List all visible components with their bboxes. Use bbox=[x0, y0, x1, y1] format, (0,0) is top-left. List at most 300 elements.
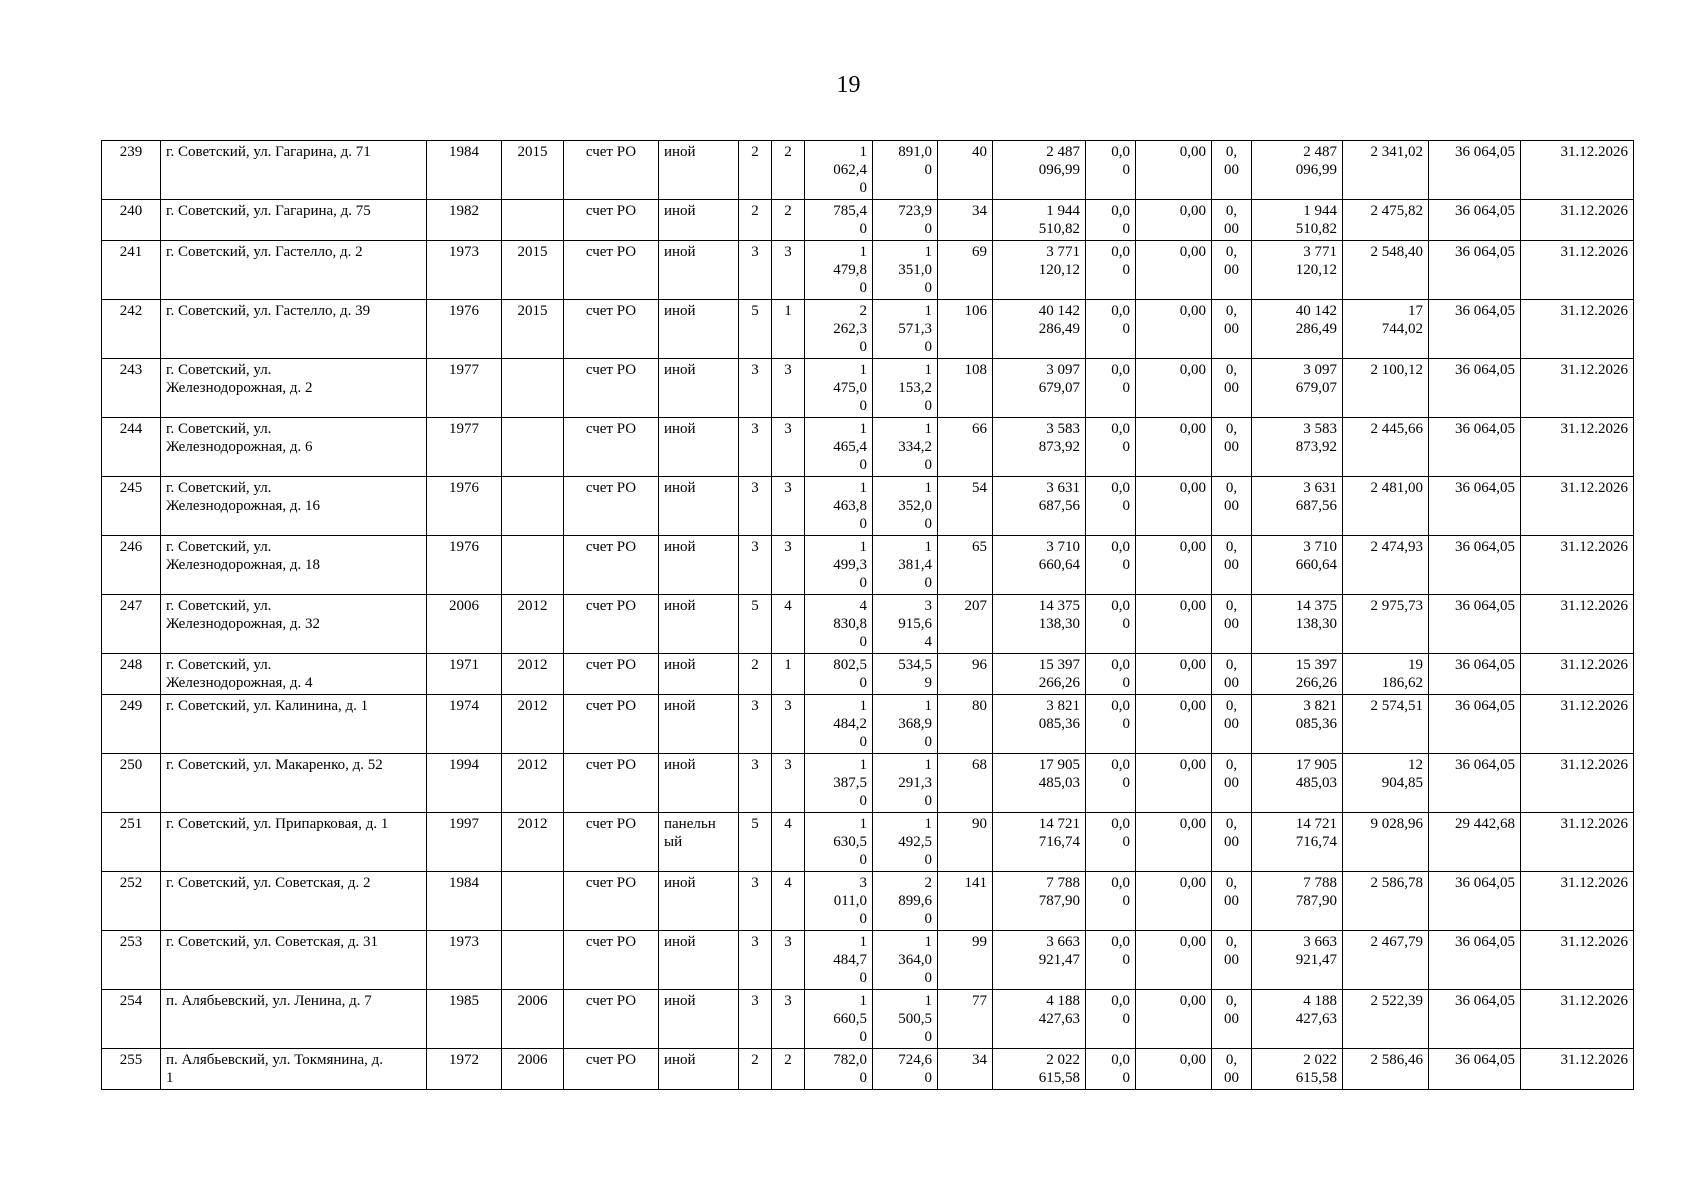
cell-total-cost: 1 944 510,82 bbox=[993, 200, 1086, 241]
cell-cost-budget: 0,0 0 bbox=[1086, 813, 1136, 872]
cell-cost-region: 0,00 bbox=[1136, 536, 1212, 595]
cell-fund-method: счет РО bbox=[564, 654, 659, 695]
cell-residents: 141 bbox=[938, 872, 993, 931]
cell-wall-material: иной bbox=[659, 300, 739, 359]
cell-floors-max: 3 bbox=[739, 359, 772, 418]
cell-fund-method: счет РО bbox=[564, 200, 659, 241]
cell-floors-min: 3 bbox=[772, 931, 805, 990]
cell-row-number: 245 bbox=[102, 477, 161, 536]
cell-cost-budget: 0,0 0 bbox=[1086, 654, 1136, 695]
cell-cost-region: 0,00 bbox=[1136, 654, 1212, 695]
cell-cost-budget: 0,0 0 bbox=[1086, 536, 1136, 595]
cell-total-cost: 15 397 266,26 bbox=[993, 654, 1086, 695]
cell-year-built: 1974 bbox=[427, 695, 502, 754]
cell-total-area: 1 387,5 0 bbox=[805, 754, 873, 813]
cell-total-cost: 3 821 085,36 bbox=[993, 695, 1086, 754]
cell-plan-date: 31.12.2026 bbox=[1521, 536, 1634, 595]
cell-cost-region: 0,00 bbox=[1136, 359, 1212, 418]
cell-total-cost: 3 710 660,64 bbox=[993, 536, 1086, 595]
cell-year-renovated: 2012 bbox=[502, 754, 564, 813]
cell-living-area: 723,9 0 bbox=[873, 200, 938, 241]
cell-fund-method: счет РО bbox=[564, 872, 659, 931]
cell-floors-min: 4 bbox=[772, 872, 805, 931]
cell-floors-max: 3 bbox=[739, 695, 772, 754]
cell-year-renovated: 2006 bbox=[502, 990, 564, 1049]
cell-wall-material: иной bbox=[659, 359, 739, 418]
cell-total-area: 1 484,7 0 bbox=[805, 931, 873, 990]
cell-address: г. Советский, ул. Железнодорожная, д. 18 bbox=[161, 536, 427, 595]
cell-wall-material: иной bbox=[659, 477, 739, 536]
cell-cost-budget: 0,0 0 bbox=[1086, 931, 1136, 990]
cell-cost-budget: 0,0 0 bbox=[1086, 595, 1136, 654]
cell-floors-min: 3 bbox=[772, 418, 805, 477]
cell-row-number: 249 bbox=[102, 695, 161, 754]
cell-total-area: 1 499,3 0 bbox=[805, 536, 873, 595]
cell-max-cost: 36 064,05 bbox=[1429, 872, 1521, 931]
cell-max-cost: 36 064,05 bbox=[1429, 536, 1521, 595]
cell-max-cost: 36 064,05 bbox=[1429, 141, 1521, 200]
cell-specific-cost: 2 481,00 bbox=[1343, 477, 1429, 536]
cell-wall-material: иной bbox=[659, 931, 739, 990]
cell-cost-local: 0, 00 bbox=[1212, 141, 1252, 200]
cell-row-number: 251 bbox=[102, 813, 161, 872]
cell-plan-date: 31.12.2026 bbox=[1521, 695, 1634, 754]
cell-cost-owners: 3 821 085,36 bbox=[1252, 695, 1343, 754]
cell-total-cost: 7 788 787,90 bbox=[993, 872, 1086, 931]
cell-row-number: 248 bbox=[102, 654, 161, 695]
cell-year-renovated bbox=[502, 200, 564, 241]
cell-total-area: 785,4 0 bbox=[805, 200, 873, 241]
cell-fund-method: счет РО bbox=[564, 477, 659, 536]
cell-total-cost: 3 583 873,92 bbox=[993, 418, 1086, 477]
cell-address: г. Советский, ул. Калинина, д. 1 bbox=[161, 695, 427, 754]
cell-floors-min: 2 bbox=[772, 200, 805, 241]
cell-residents: 54 bbox=[938, 477, 993, 536]
cell-floors-min: 3 bbox=[772, 754, 805, 813]
cell-total-area: 2 262,3 0 bbox=[805, 300, 873, 359]
table-row bbox=[102, 595, 1634, 654]
cell-cost-local: 0, 00 bbox=[1212, 990, 1252, 1049]
cell-year-renovated bbox=[502, 418, 564, 477]
cell-cost-owners: 7 788 787,90 bbox=[1252, 872, 1343, 931]
cell-residents: 80 bbox=[938, 695, 993, 754]
cell-wall-material: иной bbox=[659, 872, 739, 931]
cell-cost-region: 0,00 bbox=[1136, 754, 1212, 813]
cell-year-renovated: 2012 bbox=[502, 813, 564, 872]
cell-fund-method: счет РО bbox=[564, 241, 659, 300]
table-row bbox=[102, 200, 1634, 241]
table-row bbox=[102, 418, 1634, 477]
cell-residents: 207 bbox=[938, 595, 993, 654]
cell-cost-owners: 14 721 716,74 bbox=[1252, 813, 1343, 872]
cell-total-cost: 3 097 679,07 bbox=[993, 359, 1086, 418]
cell-total-cost: 40 142 286,49 bbox=[993, 300, 1086, 359]
cell-specific-cost: 2 975,73 bbox=[1343, 595, 1429, 654]
cell-cost-budget: 0,0 0 bbox=[1086, 141, 1136, 200]
cell-cost-owners: 2 487 096,99 bbox=[1252, 141, 1343, 200]
cell-living-area: 1 351,0 0 bbox=[873, 241, 938, 300]
cell-specific-cost: 2 474,93 bbox=[1343, 536, 1429, 595]
cell-floors-max: 2 bbox=[739, 141, 772, 200]
cell-cost-local: 0, 00 bbox=[1212, 931, 1252, 990]
cell-total-area: 1 475,0 0 bbox=[805, 359, 873, 418]
cell-fund-method: счет РО bbox=[564, 931, 659, 990]
table-row bbox=[102, 813, 1634, 872]
cell-living-area: 1 352,0 0 bbox=[873, 477, 938, 536]
cell-plan-date: 31.12.2026 bbox=[1521, 754, 1634, 813]
cell-row-number: 242 bbox=[102, 300, 161, 359]
cell-max-cost: 36 064,05 bbox=[1429, 200, 1521, 241]
cell-residents: 65 bbox=[938, 536, 993, 595]
cell-year-renovated: 2006 bbox=[502, 1049, 564, 1090]
table-row bbox=[102, 1049, 1634, 1090]
cell-total-area: 802,5 0 bbox=[805, 654, 873, 695]
cell-total-area: 1 484,2 0 bbox=[805, 695, 873, 754]
cell-row-number: 255 bbox=[102, 1049, 161, 1090]
cell-total-area: 1 660,5 0 bbox=[805, 990, 873, 1049]
cell-cost-owners: 3 631 687,56 bbox=[1252, 477, 1343, 536]
cell-specific-cost: 9 028,96 bbox=[1343, 813, 1429, 872]
cell-floors-max: 2 bbox=[739, 654, 772, 695]
cell-plan-date: 31.12.2026 bbox=[1521, 477, 1634, 536]
cell-floors-max: 3 bbox=[739, 872, 772, 931]
cell-specific-cost: 2 475,82 bbox=[1343, 200, 1429, 241]
cell-residents: 108 bbox=[938, 359, 993, 418]
cell-row-number: 254 bbox=[102, 990, 161, 1049]
cell-total-area: 1 465,4 0 bbox=[805, 418, 873, 477]
cell-cost-local: 0, 00 bbox=[1212, 200, 1252, 241]
cell-total-cost: 2 022 615,58 bbox=[993, 1049, 1086, 1090]
cell-living-area: 1 571,3 0 bbox=[873, 300, 938, 359]
cell-floors-max: 3 bbox=[739, 418, 772, 477]
cell-year-built: 1973 bbox=[427, 931, 502, 990]
cell-address: г. Советский, ул. Припарковая, д. 1 bbox=[161, 813, 427, 872]
cell-year-renovated: 2015 bbox=[502, 141, 564, 200]
cell-address: г. Советский, ул. Гагарина, д. 71 bbox=[161, 141, 427, 200]
cell-wall-material: иной bbox=[659, 595, 739, 654]
cell-year-built: 1994 bbox=[427, 754, 502, 813]
cell-max-cost: 36 064,05 bbox=[1429, 654, 1521, 695]
cell-residents: 90 bbox=[938, 813, 993, 872]
cell-cost-budget: 0,0 0 bbox=[1086, 695, 1136, 754]
cell-cost-region: 0,00 bbox=[1136, 595, 1212, 654]
cell-plan-date: 31.12.2026 bbox=[1521, 931, 1634, 990]
cell-specific-cost: 2 548,40 bbox=[1343, 241, 1429, 300]
cell-floors-max: 5 bbox=[739, 300, 772, 359]
cell-total-cost: 14 721 716,74 bbox=[993, 813, 1086, 872]
cell-plan-date: 31.12.2026 bbox=[1521, 418, 1634, 477]
cell-row-number: 240 bbox=[102, 200, 161, 241]
table-row bbox=[102, 241, 1634, 300]
table-row bbox=[102, 477, 1634, 536]
cell-cost-local: 0, 00 bbox=[1212, 241, 1252, 300]
cell-address: г. Советский, ул. Железнодорожная, д. 2 bbox=[161, 359, 427, 418]
cell-year-renovated bbox=[502, 931, 564, 990]
cell-address: г. Советский, ул. Железнодорожная, д. 16 bbox=[161, 477, 427, 536]
cell-year-built: 1976 bbox=[427, 536, 502, 595]
table-row bbox=[102, 359, 1634, 418]
cell-wall-material: иной bbox=[659, 241, 739, 300]
cell-floors-max: 3 bbox=[739, 477, 772, 536]
cell-address: г. Советский, ул. Советская, д. 2 bbox=[161, 872, 427, 931]
cell-residents: 106 bbox=[938, 300, 993, 359]
cell-cost-budget: 0,0 0 bbox=[1086, 990, 1136, 1049]
cell-year-renovated: 2012 bbox=[502, 695, 564, 754]
cell-year-built: 1982 bbox=[427, 200, 502, 241]
cell-fund-method: счет РО bbox=[564, 595, 659, 654]
cell-floors-min: 3 bbox=[772, 241, 805, 300]
cell-fund-method: счет РО bbox=[564, 695, 659, 754]
cell-cost-region: 0,00 bbox=[1136, 813, 1212, 872]
cell-cost-owners: 2 022 615,58 bbox=[1252, 1049, 1343, 1090]
cell-year-renovated: 2015 bbox=[502, 241, 564, 300]
cell-cost-region: 0,00 bbox=[1136, 300, 1212, 359]
cell-floors-max: 3 bbox=[739, 754, 772, 813]
cell-fund-method: счет РО bbox=[564, 418, 659, 477]
cell-max-cost: 36 064,05 bbox=[1429, 695, 1521, 754]
cell-address: г. Советский, ул. Гастелло, д. 2 bbox=[161, 241, 427, 300]
cell-wall-material: иной bbox=[659, 536, 739, 595]
cell-fund-method: счет РО bbox=[564, 1049, 659, 1090]
cell-row-number: 243 bbox=[102, 359, 161, 418]
table-row bbox=[102, 695, 1634, 754]
cell-fund-method: счет РО bbox=[564, 536, 659, 595]
cell-cost-budget: 0,0 0 bbox=[1086, 200, 1136, 241]
cell-cost-local: 0, 00 bbox=[1212, 595, 1252, 654]
cell-total-cost: 3 663 921,47 bbox=[993, 931, 1086, 990]
cell-specific-cost: 2 341,02 bbox=[1343, 141, 1429, 200]
cell-living-area: 1 492,5 0 bbox=[873, 813, 938, 872]
cell-plan-date: 31.12.2026 bbox=[1521, 595, 1634, 654]
cell-cost-budget: 0,0 0 bbox=[1086, 300, 1136, 359]
cell-max-cost: 36 064,05 bbox=[1429, 477, 1521, 536]
cell-fund-method: счет РО bbox=[564, 359, 659, 418]
cell-year-built: 1976 bbox=[427, 300, 502, 359]
cell-floors-max: 3 bbox=[739, 241, 772, 300]
cell-wall-material: иной bbox=[659, 141, 739, 200]
cell-cost-region: 0,00 bbox=[1136, 241, 1212, 300]
cell-wall-material: иной bbox=[659, 200, 739, 241]
cell-total-area: 4 830,8 0 bbox=[805, 595, 873, 654]
cell-wall-material: панельн ый bbox=[659, 813, 739, 872]
cell-living-area: 1 291,3 0 bbox=[873, 754, 938, 813]
cell-living-area: 1 334,2 0 bbox=[873, 418, 938, 477]
cell-year-built: 1997 bbox=[427, 813, 502, 872]
cell-floors-max: 3 bbox=[739, 536, 772, 595]
cell-specific-cost: 19 186,62 bbox=[1343, 654, 1429, 695]
cell-floors-max: 2 bbox=[739, 200, 772, 241]
cell-cost-budget: 0,0 0 bbox=[1086, 359, 1136, 418]
cell-cost-local: 0, 00 bbox=[1212, 695, 1252, 754]
cell-cost-budget: 0,0 0 bbox=[1086, 418, 1136, 477]
cell-max-cost: 36 064,05 bbox=[1429, 990, 1521, 1049]
table-row bbox=[102, 931, 1634, 990]
cell-cost-region: 0,00 bbox=[1136, 1049, 1212, 1090]
cell-year-built: 1984 bbox=[427, 872, 502, 931]
cell-cost-owners: 3 097 679,07 bbox=[1252, 359, 1343, 418]
cell-cost-region: 0,00 bbox=[1136, 141, 1212, 200]
cell-year-built: 1985 bbox=[427, 990, 502, 1049]
cell-residents: 69 bbox=[938, 241, 993, 300]
cell-fund-method: счет РО bbox=[564, 813, 659, 872]
cell-floors-min: 3 bbox=[772, 990, 805, 1049]
cell-max-cost: 36 064,05 bbox=[1429, 1049, 1521, 1090]
cell-total-cost: 4 188 427,63 bbox=[993, 990, 1086, 1049]
cell-year-built: 1976 bbox=[427, 477, 502, 536]
cell-total-cost: 2 487 096,99 bbox=[993, 141, 1086, 200]
cell-row-number: 250 bbox=[102, 754, 161, 813]
cell-living-area: 1 500,5 0 bbox=[873, 990, 938, 1049]
cell-cost-region: 0,00 bbox=[1136, 695, 1212, 754]
cell-fund-method: счет РО bbox=[564, 990, 659, 1049]
cell-cost-local: 0, 00 bbox=[1212, 872, 1252, 931]
cell-living-area: 1 368,9 0 bbox=[873, 695, 938, 754]
cell-address: г. Советский, ул. Советская, д. 31 bbox=[161, 931, 427, 990]
cell-fund-method: счет РО bbox=[564, 141, 659, 200]
cell-cost-budget: 0,0 0 bbox=[1086, 872, 1136, 931]
cell-cost-owners: 1 944 510,82 bbox=[1252, 200, 1343, 241]
cell-cost-local: 0, 00 bbox=[1212, 536, 1252, 595]
table-row bbox=[102, 654, 1634, 695]
cell-floors-min: 3 bbox=[772, 477, 805, 536]
cell-floors-max: 3 bbox=[739, 990, 772, 1049]
cell-cost-local: 0, 00 bbox=[1212, 300, 1252, 359]
cell-floors-min: 2 bbox=[772, 1049, 805, 1090]
cell-address: п. Алябьевский, ул. Токмянина, д. 1 bbox=[161, 1049, 427, 1090]
cell-specific-cost: 2 586,78 bbox=[1343, 872, 1429, 931]
cell-year-built: 1977 bbox=[427, 418, 502, 477]
cell-year-renovated bbox=[502, 536, 564, 595]
cell-cost-local: 0, 00 bbox=[1212, 754, 1252, 813]
cell-wall-material: иной bbox=[659, 990, 739, 1049]
cell-wall-material: иной bbox=[659, 418, 739, 477]
cell-total-cost: 17 905 485,03 bbox=[993, 754, 1086, 813]
table-row bbox=[102, 990, 1634, 1049]
cell-total-cost: 3 771 120,12 bbox=[993, 241, 1086, 300]
cell-living-area: 891,0 0 bbox=[873, 141, 938, 200]
cell-cost-region: 0,00 bbox=[1136, 990, 1212, 1049]
cell-cost-budget: 0,0 0 bbox=[1086, 477, 1136, 536]
cell-plan-date: 31.12.2026 bbox=[1521, 813, 1634, 872]
cell-living-area: 3 915,6 4 bbox=[873, 595, 938, 654]
cell-cost-local: 0, 00 bbox=[1212, 477, 1252, 536]
cell-cost-region: 0,00 bbox=[1136, 477, 1212, 536]
table-row bbox=[102, 300, 1634, 359]
cell-plan-date: 31.12.2026 bbox=[1521, 141, 1634, 200]
cell-total-cost: 3 631 687,56 bbox=[993, 477, 1086, 536]
cell-living-area: 1 153,2 0 bbox=[873, 359, 938, 418]
cell-living-area: 724,6 0 bbox=[873, 1049, 938, 1090]
cell-specific-cost: 2 445,66 bbox=[1343, 418, 1429, 477]
cell-floors-min: 3 bbox=[772, 695, 805, 754]
cell-cost-region: 0,00 bbox=[1136, 872, 1212, 931]
cell-total-area: 1 479,8 0 bbox=[805, 241, 873, 300]
cell-living-area: 1 381,4 0 bbox=[873, 536, 938, 595]
cell-row-number: 247 bbox=[102, 595, 161, 654]
cell-plan-date: 31.12.2026 bbox=[1521, 241, 1634, 300]
cell-max-cost: 36 064,05 bbox=[1429, 931, 1521, 990]
cell-year-built: 1971 bbox=[427, 654, 502, 695]
cell-year-renovated bbox=[502, 872, 564, 931]
cell-row-number: 252 bbox=[102, 872, 161, 931]
cell-address: г. Советский, ул. Гагарина, д. 75 bbox=[161, 200, 427, 241]
cell-floors-min: 4 bbox=[772, 595, 805, 654]
cell-living-area: 2 899,6 0 bbox=[873, 872, 938, 931]
cell-cost-budget: 0,0 0 bbox=[1086, 1049, 1136, 1090]
cell-row-number: 253 bbox=[102, 931, 161, 990]
cell-total-area: 1 062,4 0 bbox=[805, 141, 873, 200]
cell-address: г. Советский, ул. Железнодорожная, д. 4 bbox=[161, 654, 427, 695]
cell-cost-budget: 0,0 0 bbox=[1086, 754, 1136, 813]
cell-total-area: 3 011,0 0 bbox=[805, 872, 873, 931]
cell-total-area: 1 630,5 0 bbox=[805, 813, 873, 872]
housing-registry-table bbox=[101, 140, 1634, 1090]
cell-max-cost: 36 064,05 bbox=[1429, 754, 1521, 813]
table-row bbox=[102, 872, 1634, 931]
cell-cost-budget: 0,0 0 bbox=[1086, 241, 1136, 300]
cell-cost-local: 0, 00 bbox=[1212, 813, 1252, 872]
cell-max-cost: 29 442,68 bbox=[1429, 813, 1521, 872]
cell-total-area: 1 463,8 0 bbox=[805, 477, 873, 536]
cell-plan-date: 31.12.2026 bbox=[1521, 990, 1634, 1049]
cell-max-cost: 36 064,05 bbox=[1429, 595, 1521, 654]
cell-total-area: 782,0 0 bbox=[805, 1049, 873, 1090]
cell-cost-owners: 40 142 286,49 bbox=[1252, 300, 1343, 359]
cell-wall-material: иной bbox=[659, 654, 739, 695]
cell-cost-local: 0, 00 bbox=[1212, 418, 1252, 477]
table-row bbox=[102, 141, 1634, 200]
cell-floors-min: 4 bbox=[772, 813, 805, 872]
cell-floors-min: 2 bbox=[772, 141, 805, 200]
cell-year-built: 1973 bbox=[427, 241, 502, 300]
cell-cost-owners: 3 710 660,64 bbox=[1252, 536, 1343, 595]
cell-floors-max: 5 bbox=[739, 813, 772, 872]
cell-year-renovated: 2012 bbox=[502, 654, 564, 695]
cell-address: п. Алябьевский, ул. Ленина, д. 7 bbox=[161, 990, 427, 1049]
cell-max-cost: 36 064,05 bbox=[1429, 300, 1521, 359]
cell-year-renovated bbox=[502, 359, 564, 418]
table-row bbox=[102, 754, 1634, 813]
cell-plan-date: 31.12.2026 bbox=[1521, 200, 1634, 241]
cell-residents: 40 bbox=[938, 141, 993, 200]
cell-floors-min: 3 bbox=[772, 536, 805, 595]
cell-residents: 99 bbox=[938, 931, 993, 990]
cell-address: г. Советский, ул. Железнодорожная, д. 32 bbox=[161, 595, 427, 654]
cell-floors-min: 1 bbox=[772, 654, 805, 695]
cell-max-cost: 36 064,05 bbox=[1429, 241, 1521, 300]
cell-plan-date: 31.12.2026 bbox=[1521, 359, 1634, 418]
cell-cost-owners: 15 397 266,26 bbox=[1252, 654, 1343, 695]
cell-total-cost: 14 375 138,30 bbox=[993, 595, 1086, 654]
cell-floors-max: 3 bbox=[739, 931, 772, 990]
cell-specific-cost: 2 574,51 bbox=[1343, 695, 1429, 754]
cell-max-cost: 36 064,05 bbox=[1429, 359, 1521, 418]
cell-fund-method: счет РО bbox=[564, 754, 659, 813]
cell-cost-region: 0,00 bbox=[1136, 418, 1212, 477]
cell-row-number: 239 bbox=[102, 141, 161, 200]
cell-address: г. Советский, ул. Макаренко, д. 52 bbox=[161, 754, 427, 813]
cell-floors-max: 5 bbox=[739, 595, 772, 654]
cell-plan-date: 31.12.2026 bbox=[1521, 1049, 1634, 1090]
cell-cost-owners: 3 663 921,47 bbox=[1252, 931, 1343, 990]
table-row bbox=[102, 536, 1634, 595]
cell-specific-cost: 12 904,85 bbox=[1343, 754, 1429, 813]
cell-cost-region: 0,00 bbox=[1136, 200, 1212, 241]
cell-residents: 66 bbox=[938, 418, 993, 477]
cell-address: г. Советский, ул. Гастелло, д. 39 bbox=[161, 300, 427, 359]
cell-specific-cost: 2 467,79 bbox=[1343, 931, 1429, 990]
cell-floors-min: 1 bbox=[772, 300, 805, 359]
